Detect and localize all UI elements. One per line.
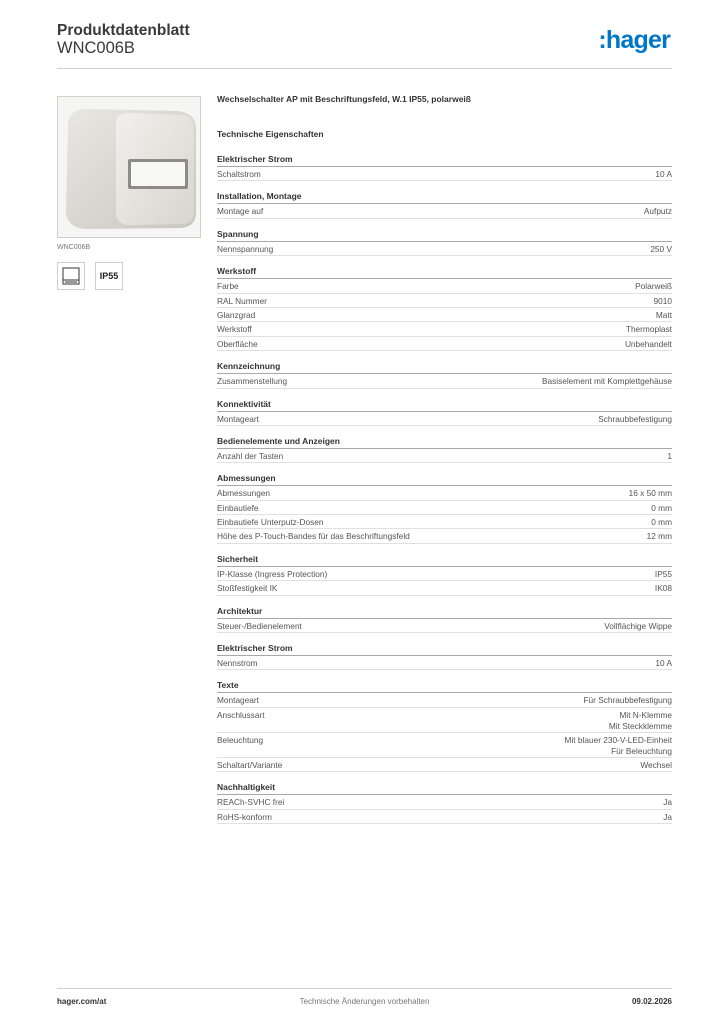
hager-logo-text: :hager: [598, 26, 670, 54]
spec-row: [217, 567, 672, 581]
spec-label: Anschlussart: [217, 709, 265, 720]
spec-label: Abmessungen: [217, 488, 271, 499]
spec-value: 0 mm: [651, 517, 672, 528]
hager-logo: [582, 26, 672, 54]
page-title: Produktdatenblatt: [57, 22, 190, 39]
spec-row: [217, 515, 672, 529]
spec-row: [217, 294, 672, 308]
spec-row: [217, 619, 672, 633]
spec-value: Wechsel: [640, 759, 672, 770]
spec-label: Schaltart/Variante: [217, 759, 283, 770]
spec-label: Oberfläche: [217, 338, 258, 349]
switch-product-icon: [58, 97, 201, 238]
spec-section: [217, 191, 672, 218]
spec-label: Montageart: [217, 695, 259, 706]
spec-value: Basiselement mit Komplettgehäuse: [541, 376, 672, 387]
specification-content: [217, 94, 672, 834]
spec-value: Vollflächige Wippe: [604, 620, 672, 631]
spec-section: [217, 473, 672, 544]
spec-section: [217, 399, 672, 426]
spec-sections: [217, 154, 672, 824]
spec-label: Anzahl der Tasten: [217, 450, 284, 461]
product-code: WNC006B: [57, 39, 135, 57]
spec-row: [217, 708, 672, 733]
spec-section: [217, 154, 672, 181]
product-description: Wechselschalter AP mit Beschriftungsfeld, W.1 IP55, polarweiß: [217, 94, 471, 104]
spec-label: Höhe des P-Touch-Bandes für das Beschriftungsfeld: [217, 531, 410, 542]
header-divider: [57, 68, 672, 69]
spec-section: [217, 680, 672, 772]
section-title: Elektrischer Strom: [217, 643, 672, 656]
spec-row: [217, 279, 672, 293]
section-title: Nachhaltigkeit: [217, 782, 672, 795]
spec-row: [217, 795, 672, 809]
spec-value: Polarweiß: [635, 281, 672, 292]
product-image-caption: WNC006B: [57, 244, 91, 251]
spec-label: RAL Nummer: [217, 295, 267, 306]
spec-row: [217, 322, 672, 336]
spec-row: [217, 529, 672, 543]
section-title: Sicherheit: [217, 554, 672, 567]
spec-value: Unbehandelt: [624, 338, 672, 349]
section-title: Architektur: [217, 606, 672, 619]
spec-value: Thermoplast: [625, 324, 672, 335]
spec-row: [217, 501, 672, 515]
spec-row: [217, 167, 672, 181]
spec-section: [217, 266, 672, 351]
spec-row: [217, 810, 672, 824]
spec-section: [217, 229, 672, 256]
footer-date: 09.02.2026: [631, 997, 672, 1006]
spec-label: Schaltstrom: [217, 169, 261, 179]
spec-value: Ja: [663, 797, 672, 808]
spec-value: Ja: [663, 811, 672, 822]
section-title: Kennzeichnung: [217, 361, 672, 374]
spec-value: Mit N-Klemme Mit Steckklemme: [608, 709, 672, 731]
spec-value: 1: [667, 450, 672, 461]
spec-row: [217, 308, 672, 322]
spec-row: [217, 581, 672, 595]
section-title: Werkstoff: [217, 266, 672, 279]
spec-label: IP-Klasse (Ingress Protection): [217, 568, 328, 579]
spec-row: [217, 758, 672, 772]
spec-section: [217, 554, 672, 596]
spec-value: Für Schraubbefestigung: [583, 695, 672, 706]
page-footer: [57, 997, 672, 1011]
spec-label: Werkstoff: [217, 324, 252, 335]
spec-section: [217, 782, 672, 824]
product-image: [57, 96, 201, 238]
spec-row: [217, 412, 672, 426]
section-title: Texte: [217, 680, 672, 693]
spec-label: Beleuchtung: [217, 734, 264, 745]
spec-label: Farbe: [217, 281, 239, 292]
spec-value: 9010: [653, 295, 672, 306]
section-title: Bedienelemente und Anzeigen: [217, 436, 672, 449]
spec-label: Einbautiefe Unterputz-Dosen: [217, 517, 324, 528]
ip-rating-badge: IP55: [95, 262, 123, 290]
spec-value: IP55: [654, 568, 672, 579]
section-title: Konnektivität: [217, 399, 672, 412]
spec-label: Glanzgrad: [217, 309, 256, 320]
spec-row: [217, 337, 672, 351]
spec-section: [217, 606, 672, 633]
spec-value: Aufputz: [643, 206, 672, 217]
spec-row: [217, 204, 672, 218]
page-header: [57, 22, 672, 70]
spec-value: Schraubbefestigung: [598, 413, 672, 424]
spec-value: Matt: [655, 309, 672, 320]
spec-section: [217, 361, 672, 388]
spec-row: [217, 486, 672, 500]
spec-row: [217, 693, 672, 707]
spec-value: 16 x 50 mm: [628, 488, 672, 499]
spec-row: [217, 733, 672, 758]
spec-row: [217, 656, 672, 670]
spec-label: Nennstrom: [217, 658, 258, 669]
spec-label: Einbautiefe: [217, 502, 259, 513]
footer-website: hager.com/at: [57, 997, 107, 1006]
section-title: Installation, Montage: [217, 191, 672, 204]
switch-symbol-icon: [58, 263, 84, 289]
spec-row: [217, 374, 672, 388]
spec-label: Steuer-/Bedienelement: [217, 620, 302, 631]
footer-note: Technische Änderungen vorbehalten: [299, 997, 430, 1006]
spec-value: 12 mm: [646, 531, 672, 542]
spec-label: Zusammenstellung: [217, 376, 288, 387]
section-title: Abmessungen: [217, 473, 672, 486]
spec-label: Montage auf: [217, 206, 264, 217]
spec-label: Nennspannung: [217, 243, 274, 254]
spec-label: RoHS-konform: [217, 811, 272, 822]
flush-mount-symbol: [57, 262, 85, 290]
spec-value: 250 V: [650, 243, 672, 254]
section-title: Elektrischer Strom: [217, 154, 672, 167]
spec-label: Montageart: [217, 413, 259, 424]
tech-heading: Technische Eigenschaften: [217, 129, 324, 139]
spec-row: [217, 242, 672, 256]
spec-value: IK08: [654, 583, 672, 594]
spec-value: 10 A: [655, 658, 672, 669]
spec-label: Stoßfestigkeit IK: [217, 583, 278, 594]
spec-section: [217, 643, 672, 670]
spec-section: [217, 436, 672, 463]
footer-divider: [57, 988, 672, 989]
spec-row: [217, 449, 672, 463]
spec-label: REACh-SVHC frei: [217, 797, 285, 808]
spec-value: Mit blauer 230-V-LED-Einheit Für Beleuchtung: [564, 734, 672, 756]
spec-value: 0 mm: [651, 502, 672, 513]
spec-value: 10 A: [655, 169, 672, 179]
section-title: Spannung: [217, 229, 672, 242]
